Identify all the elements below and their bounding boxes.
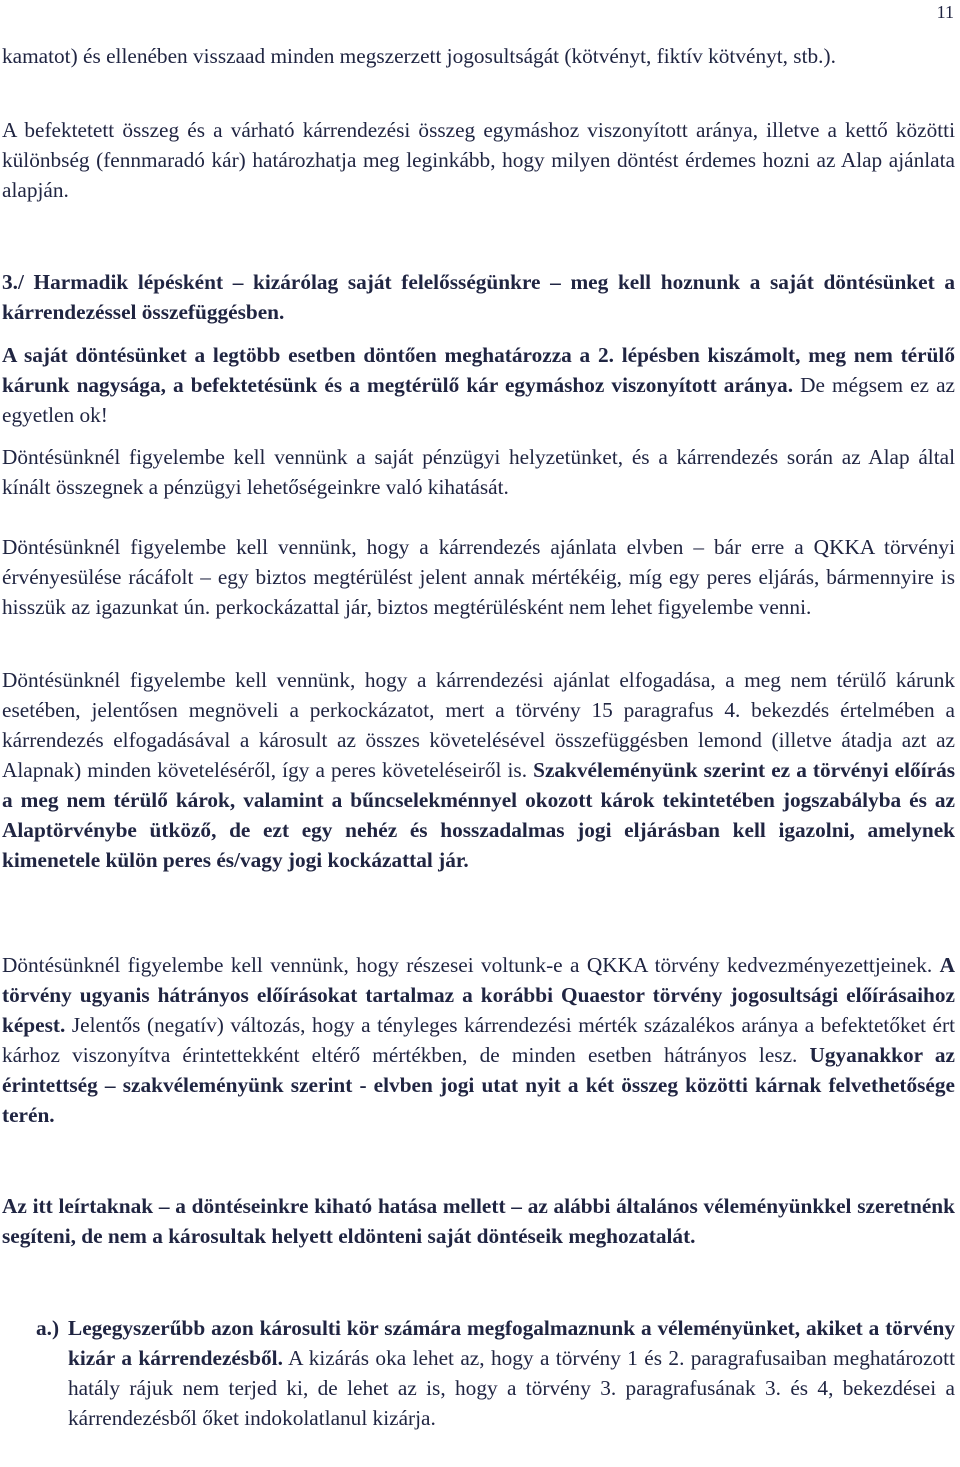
paragraph-bold-text: Szakvéleményünk szerint ez a törvényi előírás a meg nem térülő károk, valamint a bűncselekménnyel okozott károk tekintetében jogszabályba és az Alaptörvénybe ütköző, de ezt egy nehéz és hosszadalmas jogi eljárásban kell igazolni, amelynek kimenetele külön peres és/vagy jogi kockázattal jár.	[2, 758, 956, 872]
paragraph-text: Döntésünknél figyelembe kell vennünk, hogy a kárrendezés ajánlata elvben – bár erre a QKKA törvényi érvényesülése rácáfolt – egy biztos megtérülést jelent annak mértékéig, míg egy peres eljárás, bármennyire is hisszük az igazunkat ún. perkockázattal jár, biztos megtérülésként nem lehet figyelembe venni.	[2, 535, 955, 619]
paragraph-step-three-heading	[2, 267, 955, 327]
paragraph-text: Döntésünknél figyelembe kell vennünk, hogy részesei voltunk-e a QKKA törvény kedvezményezettjeinek.	[2, 953, 940, 977]
paragraph-text: Jelentős (negatív) változás, hogy a tényleges kárrendezési mérték százalékos aránya a befektetőket ért kárhoz viszonyítva érintettekként eltérő mértékben, de minden esetben hátrányos lesz.	[2, 1013, 955, 1067]
paragraph-text: 3./ Harmadik lépésként – kizárólag saját felelősségünkre – meg kell hoznunk a saját döntésünket a kárrendezéssel összefüggésben.	[2, 270, 955, 324]
paragraph-bold-text: Ugyanakkor az érintettség – szakvéleményünk szerint - elvben jogi utat nyit a két összeg közötti kárnak felvethetősége terén.	[2, 1043, 955, 1127]
list-item-body	[68, 1313, 955, 1433]
paragraph-text: A befektetett összeg és a várható kárrendezési összeg egymáshoz viszonyított aránya, illetve a kettő közötti különbség (fennmaradó kár) határozhatja meg leginkább, hogy milyen döntést érdemes hozni az Alap ajánlata alapján.	[2, 118, 955, 202]
paragraph-text: Az itt leírtaknak – a döntéseinkre kiható hatása mellett – az alábbi általános véleményünkkel szeretnénk segíteni, de nem a károsultak helyett eldönteni saját döntéseik meghozatalát.	[2, 1194, 955, 1248]
paragraph-intro-continuation	[2, 41, 955, 71]
paragraph-text: Döntésünknél figyelembe kell vennünk a saját pénzügyi helyzetünket, és a kárrendezés során az Alap által kínált összegnek a pénzügyi lehetőségeinkre való kihatását.	[2, 445, 955, 499]
paragraph-settlement-offer	[2, 532, 955, 622]
paragraph-general-opinion	[2, 1191, 955, 1251]
paragraph-text: kamatot) és ellenében visszaad minden megszerzett jogosultságát (kötvényt, fiktív kötvényt, stb.).	[2, 44, 836, 68]
paragraph-bold-text: A saját döntésünket a legtöbb esetben döntően meghatározza a 2. lépésben kiszámolt, meg nem térülő kárunk nagysága, a befektetésünk és a megtérülő kár egymáshoz viszonyított aránya.	[2, 343, 955, 397]
list-item-bold-text: Legegyszerűbb azon károsulti kör számára megfogalmaznunk a véleményünket, akiket a törvény kizár a kárrendezésből.	[68, 1316, 955, 1370]
page-number: 11	[936, 2, 954, 22]
paragraph-litigation-risk	[2, 665, 955, 875]
paragraph-text: Döntésünknél figyelembe kell vennünk, hogy a kárrendezési ajánlat elfogadása, a meg nem térülő kárunk esetében, jelentősen megnöveli a perkockázatot, mert a törvény 15 paragrafus 4. bekezdés értelmében a kárrendezés elfogadásával a károsult az összes követelésével összefüggésben lemond (illetve átadja azt az Alapnak) minden követeléséről, így a peres követeléseiről is.	[2, 668, 955, 782]
list-item-text: A kizárás oka lehet az, hogy a törvény 1 és 2. paragrafusaiban meghatározott hatály rájuk nem terjed ki, de lehet az is, hogy a törvény 3. paragrafusának 3. és 4, bekezdései a kárrendezésből őket indokolatlanul kizárja.	[68, 1346, 955, 1430]
paragraph-text: De mégsem ez az egyetlen ok!	[2, 373, 955, 427]
paragraph-bold-text: A törvény ugyanis hátrányos előírásokat tartalmaz a korábbi Quaestor törvény jogosultsági előírásaihoz képest.	[2, 953, 955, 1037]
paragraph-financial-situation	[2, 442, 955, 502]
list-marker: a.)	[36, 1316, 60, 1340]
paragraph-beneficiaries	[2, 950, 955, 1130]
paragraph-ratio	[2, 115, 955, 205]
paragraph-decision	[2, 340, 955, 430]
